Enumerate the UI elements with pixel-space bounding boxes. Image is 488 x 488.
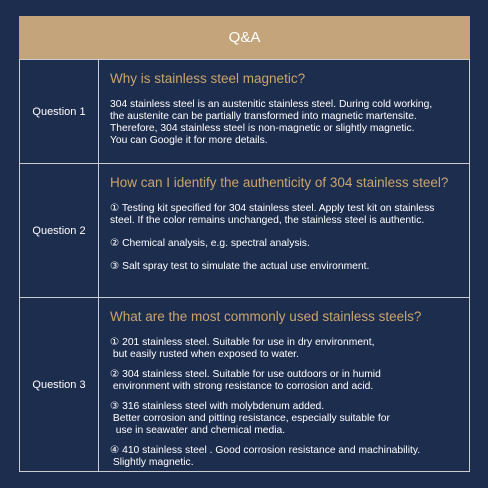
question-row-2 <box>20 163 469 297</box>
question-label: Question 2 <box>20 164 99 297</box>
answer-item <box>110 203 461 227</box>
question-label: Question 3 <box>20 298 99 472</box>
qa-header-title: Q&A <box>228 29 261 46</box>
question-row-3 <box>20 297 469 472</box>
question-label: Question 1 <box>20 60 99 163</box>
answer-cell <box>100 298 469 472</box>
answer-line: Better corrosion and pitting resistance, especially suitable for <box>110 413 390 424</box>
answer-item <box>110 337 461 361</box>
answer-cell <box>100 164 469 297</box>
answer-line: Slightly magnetic. <box>110 457 194 468</box>
answer-item <box>110 401 461 437</box>
answer-line: ③ Salt spray test to simulate the actual use environment. <box>110 261 370 272</box>
qa-table <box>19 59 470 472</box>
answer-line: but easily rusted when exposed to water. <box>110 349 299 360</box>
answer-line: the austenite can be partially transformed into magnetic martensite. <box>110 111 417 122</box>
answer-line: 304 stainless steel is an austenitic stainless steel. During cold working, <box>110 99 433 110</box>
answer-line: ① 201 stainless steel. Suitable for use in dry environment, <box>110 337 375 348</box>
answer-item <box>110 445 461 469</box>
answer-item <box>110 369 461 393</box>
answer-line: steel. If the color remains unchanged, the stainless steel is authentic. <box>110 215 425 226</box>
question-title: Why is stainless steel magnetic? <box>110 71 306 86</box>
question-row-1 <box>20 59 469 163</box>
answer-line: Therefore, 304 stainless steel is non-magnetic or slightly magnetic. <box>110 123 415 134</box>
answer-paragraph <box>110 99 461 147</box>
answer-line: ② Chemical analysis, e.g. spectral analysis. <box>110 238 310 249</box>
answer-line: ④ 410 stainless steel . Good corrosion resistance and machinability. <box>110 445 421 456</box>
question-title: How can I identify the authenticity of 304 stainless steel? <box>110 175 449 190</box>
qa-header <box>19 16 470 59</box>
answer-line: ① Testing kit specified for 304 stainless steel. Apply test kit on stainless <box>110 203 435 214</box>
answer-line: ② 304 stainless steel. Suitable for use outdoors or in humid <box>110 369 381 380</box>
question-title: What are the most commonly used stainless steels? <box>110 309 422 324</box>
answer-line: environment with strong resistance to corrosion and acid. <box>110 381 374 392</box>
answer-item <box>110 238 461 250</box>
answer-cell <box>100 60 469 163</box>
answer-line: You can Google it for more details. <box>110 135 268 146</box>
answer-line: use in seawater and chemical media. <box>110 425 286 436</box>
answer-line: ③ 316 stainless steel with molybdenum added. <box>110 401 325 412</box>
answer-item <box>110 261 461 273</box>
